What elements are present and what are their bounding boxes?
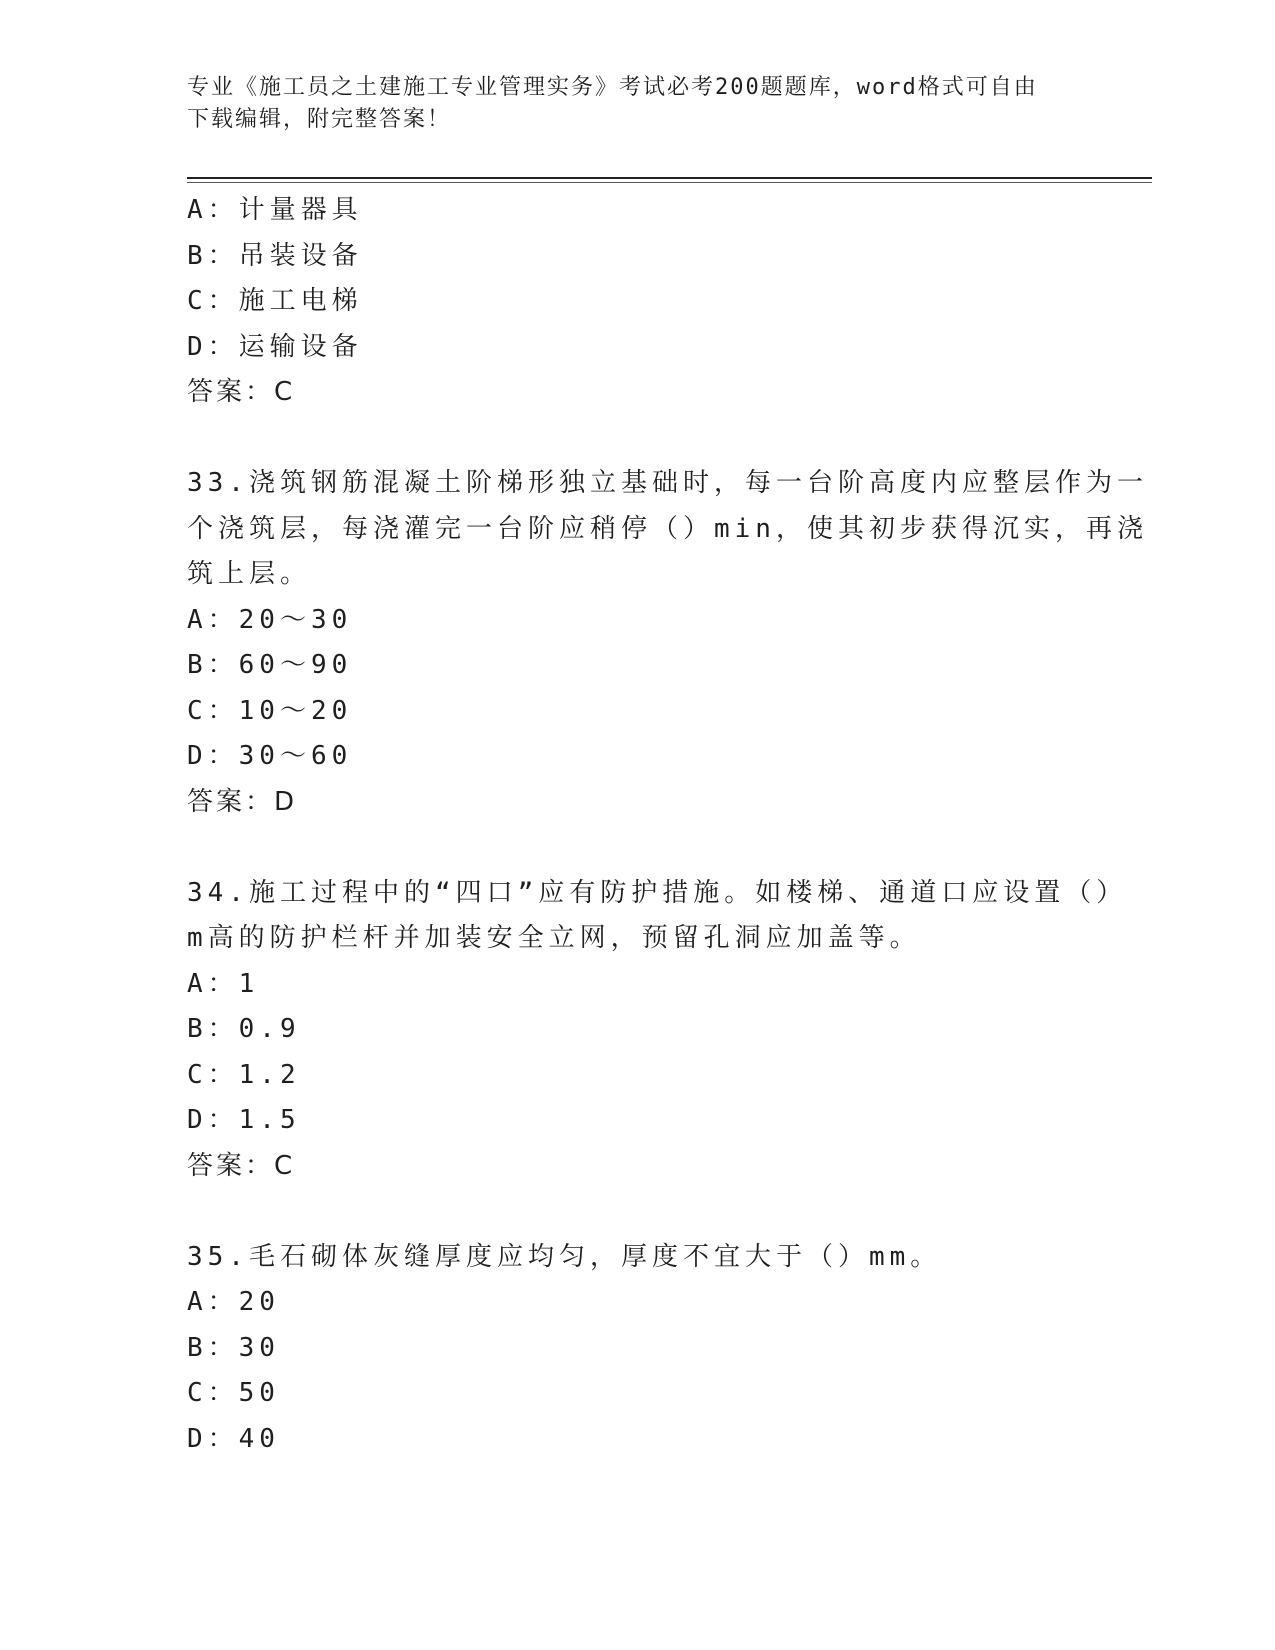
option-a: A：20 <box>187 1287 280 1317</box>
document-header <box>187 72 1087 136</box>
option-c: C：50 <box>187 1378 280 1408</box>
question-text-line: 筑上层。 <box>187 559 312 589</box>
question-text-line: 34.施工过程中的“四口”应有防护措施。如楼梯、通道口应设置（） <box>187 877 1128 908</box>
question-text-line: 33.浇筑钢筋混凝土阶梯形独立基础时，每一台阶高度内应整层作为一 <box>187 468 1148 498</box>
header-line-2: 下载编辑，附完整答案！ <box>187 107 452 132</box>
question-34 <box>187 871 1128 1190</box>
question-35 <box>187 1235 1087 1463</box>
question-text-line: 个浇筑层，每浇灌完一台阶应稍停（）min，使其初步获得沉实，再浇 <box>187 513 1148 544</box>
question-text-line: m高的防护栏杆并加装安全立网，预留孔洞应加盖等。 <box>187 923 921 953</box>
option-b: B：60～90 <box>187 650 353 680</box>
header-rule-thin <box>187 182 1152 183</box>
answer-line: 答案：C <box>187 1150 296 1181</box>
option-c: C：10～20 <box>187 695 353 726</box>
option-d: D：1.5 <box>187 1105 301 1135</box>
question-32-continued <box>187 188 1087 416</box>
question-list <box>187 188 1148 1462</box>
option-a: A：计量器具 <box>187 195 363 225</box>
option-d: D：30～60 <box>187 741 353 771</box>
option-c: C：1.2 <box>187 1059 301 1090</box>
option-d: D：运输设备 <box>187 331 363 362</box>
option-b: B：30 <box>187 1332 280 1363</box>
header-line-1: 专业《施工员之土建施工专业管理实务》考试必考200题题库，word格式可自由 <box>187 75 1038 100</box>
option-c: C：施工电梯 <box>187 286 363 316</box>
spacer <box>187 1189 1087 1235</box>
spacer <box>187 825 1087 871</box>
answer-line: 答案：C <box>187 377 296 407</box>
question-text-line: 35.毛石砌体灰缝厚度应均匀，厚度不宜大于（）mm。 <box>187 1241 942 1272</box>
spacer <box>187 416 1087 462</box>
question-33 <box>187 461 1148 825</box>
option-a: A：20～30 <box>187 604 353 635</box>
option-b: B：吊装设备 <box>187 240 363 271</box>
header-rule-thick <box>187 177 1152 179</box>
option-d: D：40 <box>187 1423 280 1454</box>
answer-line: 答案：D <box>187 786 298 817</box>
option-b: B：0.9 <box>187 1014 301 1044</box>
option-a: A：1 <box>187 968 260 999</box>
